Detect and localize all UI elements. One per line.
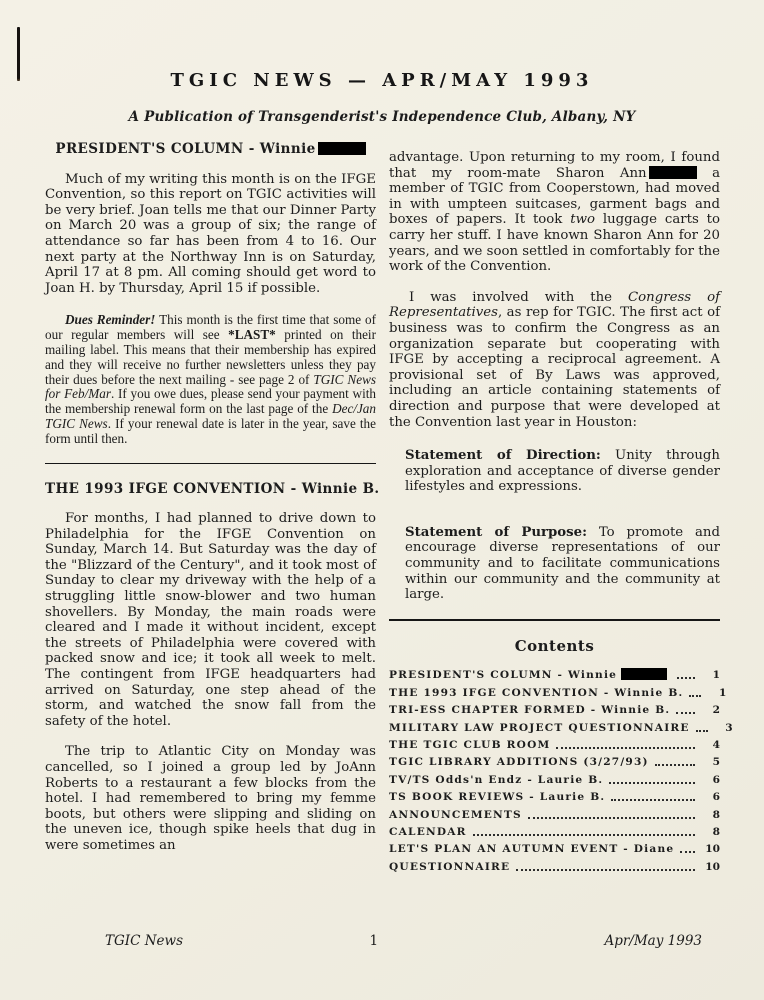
contents-dot-leader bbox=[609, 782, 695, 784]
statement-of-purpose: Statement of Purpose: To promote and encourage diverse representations of our community and to facilitate communications within our community and the community at large. bbox=[405, 524, 720, 603]
contents-label: TS BOOK REVIEWS - Laurie B. bbox=[389, 791, 606, 804]
right-column bbox=[389, 150, 733, 878]
page-title: TGIC NEWS — APR/MAY 1993 bbox=[170, 70, 594, 91]
paragraph-advantage: advantage. Upon returning to my room, I found that my room-mate Sharon Ann a member of TGIC from Cooperstown, had moved in with umpteen suitcases, garment bags and boxes of papers. It took two luggage carts to carry her stuff. I have known Sharon Ann for 20 years, and we soon settled in comfortably for the work of the Convention. bbox=[389, 150, 720, 275]
contents-page-number: 6 bbox=[712, 773, 720, 786]
contents-dot-leader bbox=[611, 799, 695, 801]
contents-row bbox=[389, 721, 733, 734]
contents-dot-leader bbox=[676, 712, 695, 714]
contents-label: THE 1993 IFGE CONVENTION - Winnie B. bbox=[389, 686, 684, 699]
contents-label: TRI-ESS CHAPTER FORMED - Winnie B. bbox=[389, 704, 671, 717]
section-heading-presidents-column: PRESIDENT'S COLUMN - Winnie bbox=[45, 142, 376, 158]
contents-page-number: 8 bbox=[712, 808, 720, 821]
page-footer bbox=[45, 933, 720, 949]
contents-dot-leader bbox=[677, 677, 695, 679]
contents-page-number: 1 bbox=[712, 669, 720, 682]
paragraph-congress: I was involved with the Congress of Representatives, as rep for TGIC. The first act of business was to confirm the Congress as an organization separate but cooperating with IFGE by accepting a reciprocal agreement. A provisional set of By Laws was approved, including an article containing statements of direction and purpose that were developed at the Convention last year in Houston: bbox=[389, 289, 720, 430]
footer-page-number: 1 bbox=[369, 933, 379, 949]
footer-issue-date: Apr/May 1993 bbox=[604, 933, 702, 949]
contents-dot-leader bbox=[528, 817, 695, 819]
contents-row bbox=[389, 861, 720, 873]
contents-label: CALENDAR bbox=[389, 825, 467, 838]
contents-label: PRESIDENT'S COLUMN - Winnie bbox=[389, 668, 671, 681]
contents-dot-leader bbox=[556, 747, 695, 749]
redaction-box bbox=[621, 668, 667, 680]
contents-page-number: 3 bbox=[725, 721, 733, 734]
contents-row bbox=[389, 686, 727, 699]
contents-label: LET'S PLAN AN AUTUMN EVENT - Diane bbox=[389, 843, 675, 856]
contents-dot-leader bbox=[689, 695, 701, 697]
paragraph-presidents-1: Much of my writing this month is on the IFGE Convention, so this report on TGIC activities will be very brief. Joan tells me that our Dinner Party on March 20 was a group of six; the range of attendance so far has been from 4 to 16. Our next party at the Northway Inn is on Saturday, April 17 at 8 pm. All coming should get word to Joan H. by Thursday, April 15 if possible. bbox=[45, 171, 376, 296]
contents-label: QUESTIONNAIRE bbox=[389, 860, 511, 873]
page-subtitle: A Publication of Transgenderist's Independence Club, Albany, NY bbox=[128, 109, 636, 125]
contents-row bbox=[389, 809, 720, 821]
masthead bbox=[0, 70, 764, 125]
contents-dot-leader bbox=[680, 851, 695, 853]
contents-page-number: 6 bbox=[712, 791, 720, 804]
paragraph-dues-reminder: Dues Reminder! This month is the first time that some of our regular members will see *LAST* printed on their mailing label. This means that their membership has expired and they will receive no further newsletters unless they pay their dues before the next mailing - see page 2 of TGIC News for Feb/Mar. If you owe dues, please send your payment with the membership renewal form on the last page of the Dec/Jan TGIC News. If your renewal date is later in the year, save the form until then. bbox=[45, 312, 377, 446]
contents-label: TV/TS Odds'n Endz - Laurie B. bbox=[389, 773, 604, 786]
contents-row bbox=[389, 756, 720, 768]
contents-dot-leader bbox=[473, 834, 695, 836]
redaction-box bbox=[318, 142, 366, 155]
contents-row bbox=[389, 668, 720, 681]
contents-row bbox=[389, 704, 720, 716]
redaction-box bbox=[649, 166, 697, 179]
contents-list bbox=[389, 668, 733, 873]
section-divider bbox=[45, 463, 376, 464]
contents-dot-leader bbox=[696, 730, 708, 732]
contents-row bbox=[389, 774, 720, 786]
contents-row bbox=[389, 826, 720, 838]
contents-row bbox=[389, 843, 720, 855]
statement-of-direction: Statement of Direction: Unity through exploration and acceptance of diverse gender lifestyles and expressions. bbox=[405, 448, 720, 495]
contents-page-number: 5 bbox=[712, 756, 720, 769]
contents-row bbox=[389, 791, 720, 803]
footer-publication-name: TGIC News bbox=[105, 933, 184, 949]
left-column bbox=[45, 141, 380, 854]
contents-page-number: 10 bbox=[705, 860, 720, 873]
contents-heading: Contents bbox=[514, 636, 595, 655]
contents-label: ANNOUNCEMENTS bbox=[389, 808, 522, 821]
contents-page-number: 4 bbox=[712, 739, 720, 751]
contents-row bbox=[389, 739, 720, 751]
contents-label: TGIC LIBRARY ADDITIONS (3/27/93) bbox=[389, 756, 649, 769]
contents-page-number: 1 bbox=[719, 686, 727, 699]
contents-divider bbox=[389, 619, 720, 621]
contents-label: THE TGIC CLUB ROOM bbox=[389, 739, 551, 751]
paragraph-ifge-1: For months, I had planned to drive down to Philadelphia for the IFGE Convention on Sunday, March 14. But Saturday was the day of the "Blizzard of the Century", and it took most of Sunday to clear my driveway with the help of a struggling little snow-blower and two human shovellers. By Monday, the main roads were cleared and I made it without incident, except the streets of Philadelphia were covered with packed snow and ice; it took all week to melt. The contingent from IFGE headquarters had arrived on Saturday, one step ahead of the storm, and watched the snow fall from the safety of the hotel. bbox=[45, 511, 376, 729]
contents-label: MILITARY LAW PROJECT QUESTIONNAIRE bbox=[389, 721, 690, 734]
contents-page-number: 10 bbox=[705, 843, 720, 856]
contents-dot-leader bbox=[655, 764, 695, 766]
contents-dot-leader bbox=[516, 869, 695, 871]
section-heading-ifge-convention: THE 1993 IFGE CONVENTION - Winnie B. bbox=[45, 480, 380, 497]
paragraph-ifge-2: The trip to Atlantic City on Monday was cancelled, so I joined a group led by JoAnn Roberts to a restaurant a few blocks from the hotel. I had remembered to bring my femme boots, but others were slipping and sliding on the uneven ice, though spike heels that dug in were sometimes an bbox=[45, 744, 376, 853]
contents-page-number: 8 bbox=[712, 825, 720, 838]
contents-page-number: 2 bbox=[712, 704, 720, 717]
